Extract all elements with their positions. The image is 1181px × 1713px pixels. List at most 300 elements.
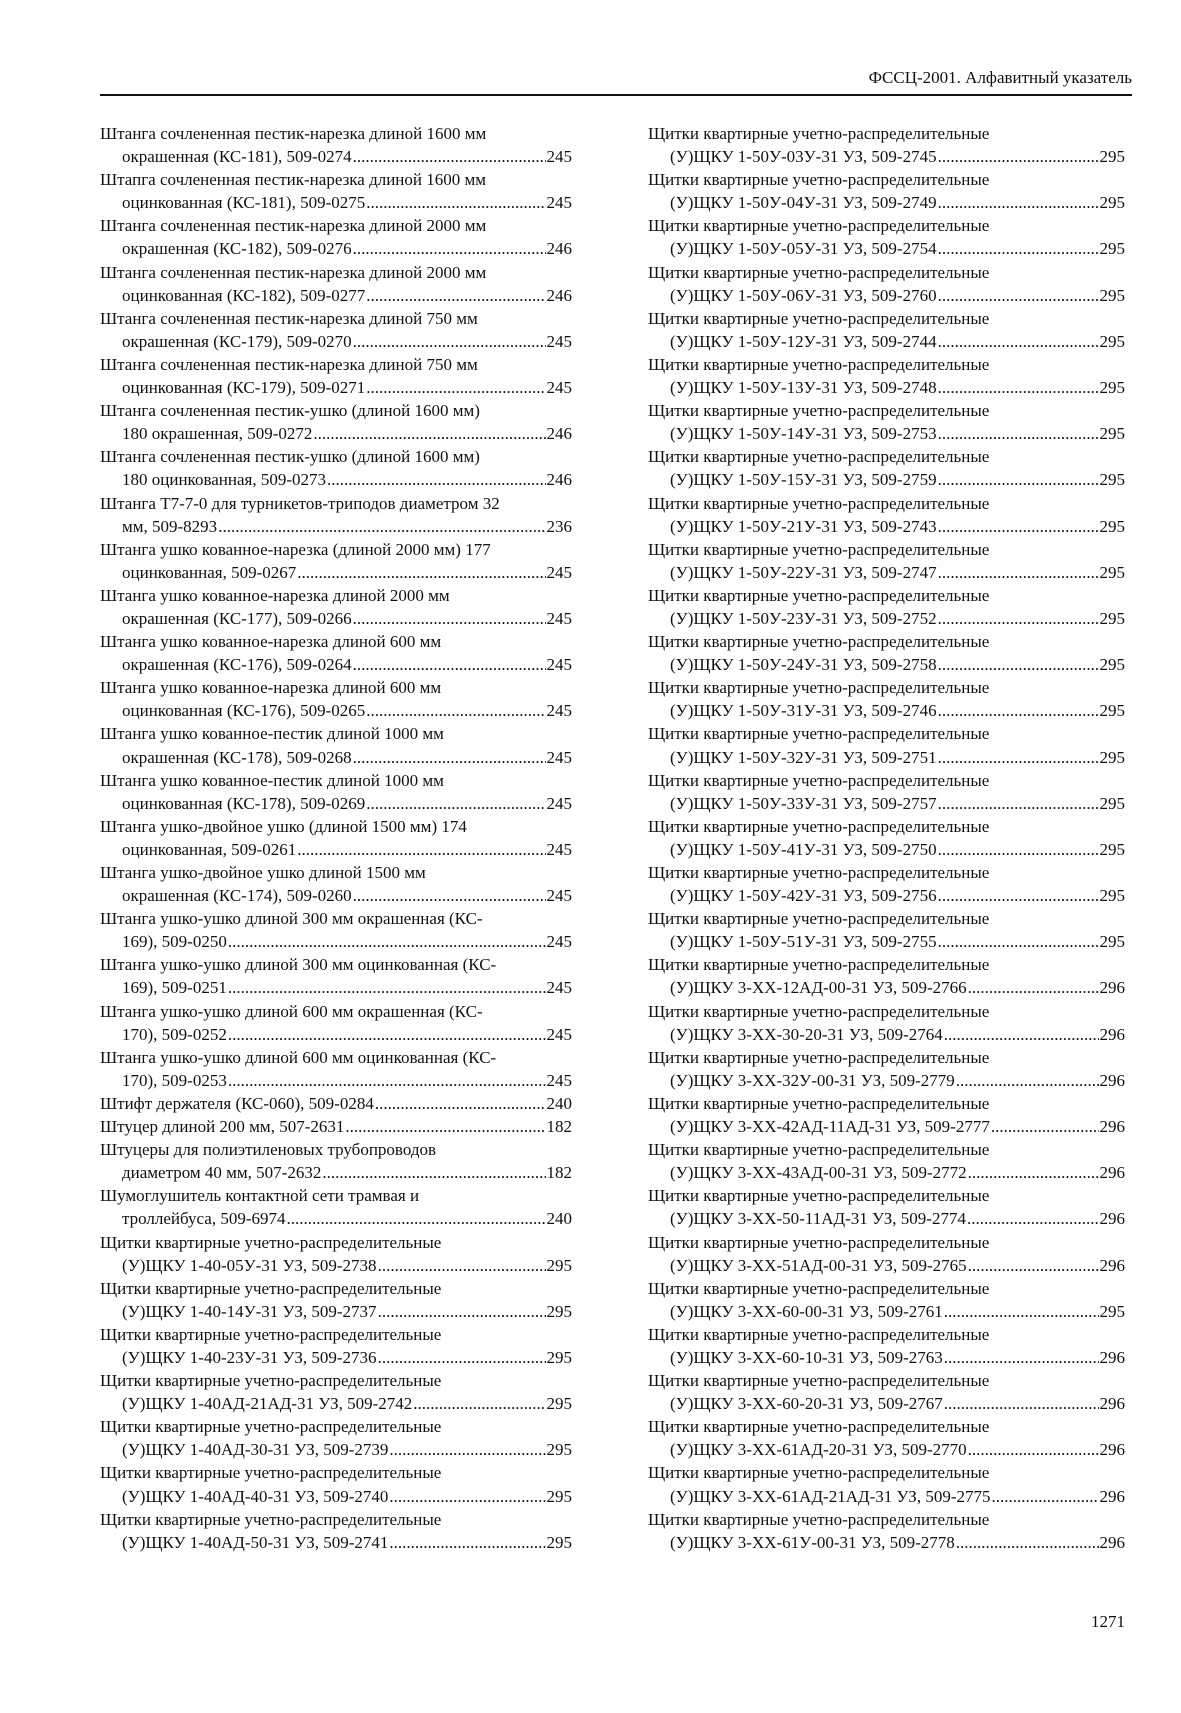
entry-title: Щитки квартирные учетно-распределительные <box>648 539 990 559</box>
entry-page-number: 295 <box>1099 562 1125 582</box>
entry-detail-line <box>648 468 1125 491</box>
dot-leader <box>938 699 1099 722</box>
entry-title: Щитки квартирные учетно-распределительные <box>648 770 990 790</box>
index-entry <box>100 1415 572 1461</box>
entry-page-number: 246 <box>546 424 572 444</box>
entry-page-number: 295 <box>1099 331 1125 351</box>
entry-detail-line <box>100 838 572 861</box>
index-entry <box>100 722 572 768</box>
dot-leader <box>968 1254 1099 1277</box>
entry-page-number: 295 <box>1099 608 1125 628</box>
dot-leader <box>991 1485 1098 1508</box>
entry-page-number: 245 <box>546 886 572 906</box>
dot-leader <box>228 930 546 953</box>
entry-page-number: 245 <box>546 839 572 859</box>
index-entry <box>100 1323 572 1369</box>
entry-title: Штанга ушко кованное-пестик длиной 1000 мм <box>100 724 444 744</box>
index-entry <box>100 630 572 676</box>
entry-detail: оцинкованная, 509-0267 <box>122 562 297 582</box>
index-entry <box>648 907 1125 953</box>
dot-leader <box>366 699 545 722</box>
dot-leader <box>938 884 1099 907</box>
entry-detail-line <box>648 1485 1125 1508</box>
entry-title: Щитки квартирные учетно-распределительные <box>648 863 990 882</box>
entry-detail: (У)ЩКУ 1-40АД-21АД-31 УЗ, 509-2742 <box>122 1394 413 1414</box>
entry-page-number: 296 <box>1099 1255 1125 1275</box>
entry-title: Щитки квартирные учетно-распределительные <box>648 816 990 836</box>
dot-leader <box>938 422 1099 445</box>
entry-title: Штанга сочлененная пестик-ушко (длиной 1600 мм) <box>100 447 480 467</box>
entry-page-number: 245 <box>546 562 572 582</box>
entry-detail-line <box>648 1438 1125 1461</box>
index-entry <box>100 1231 572 1277</box>
entry-detail: оцинкованная (КС-179), 509-0271 <box>122 378 366 398</box>
dot-leader <box>322 1161 545 1184</box>
entry-title: Щитки квартирные учетно-распределительные <box>648 401 990 421</box>
entry-detail: (У)ЩКУ 1-50У-15У-31 УЗ, 509-2759 <box>670 470 937 490</box>
index-entry <box>648 1138 1125 1184</box>
entry-title: Штанга ушко кованное-нарезка длиной 600 мм <box>100 678 442 698</box>
dot-leader <box>353 330 546 353</box>
entry-title: Штанга ушко-ушко длиной 600 мм окрашенная (КС- <box>100 1001 483 1021</box>
index-entry <box>100 953 572 999</box>
entry-page-number: 295 <box>1099 1301 1125 1321</box>
dot-leader <box>366 191 545 214</box>
entry-page-number: 295 <box>1099 516 1125 536</box>
index-column-left <box>100 122 572 1554</box>
entry-title: Щитки квартирные учетно-распределительные <box>648 1232 990 1252</box>
dot-leader <box>938 191 1099 214</box>
dot-leader <box>968 976 1099 999</box>
entry-page-number: 295 <box>1099 147 1125 167</box>
entry-page-number: 296 <box>1099 1347 1125 1367</box>
entry-detail-line <box>100 653 572 676</box>
entry-detail: (У)ЩКУ 3-ХХ-51АД-00-31 УЗ, 509-2765 <box>670 1255 967 1275</box>
entry-detail: оцинкованная (КС-182), 509-0277 <box>122 285 366 305</box>
dot-leader <box>313 422 545 445</box>
entry-title: Щитки квартирные учетно-распределительные <box>648 678 990 698</box>
entry-detail: (У)ЩКУ 3-ХХ-32У-00-31 УЗ, 509-2779 <box>670 1070 955 1090</box>
page-number: 1271 <box>1091 1612 1125 1631</box>
entry-detail-line <box>100 792 572 815</box>
entry-title: Щитки квартирные учетно-распределительные <box>648 354 990 374</box>
entry-detail-line <box>648 884 1125 907</box>
entry-title: Щитки квартирные учетно-распределительные <box>648 632 990 652</box>
entry-title: Щитки квартирные учетно-распределительные <box>648 1371 990 1391</box>
entry-detail: 180 окрашенная, 509-0272 <box>122 424 313 444</box>
entry-detail: (У)ЩКУ 3-ХХ-61АД-20-31 УЗ, 509-2770 <box>670 1440 967 1460</box>
dot-leader <box>944 1346 1099 1369</box>
entry-detail: (У)ЩКУ 1-50У-14У-31 УЗ, 509-2753 <box>670 424 937 444</box>
index-entry <box>100 1184 572 1230</box>
dot-leader <box>938 284 1099 307</box>
index-entry <box>100 1000 572 1046</box>
dot-leader <box>353 653 546 676</box>
entry-title: Щитки квартирные учетно-распределительные <box>100 1509 442 1529</box>
entry-page-number: 240 <box>546 1093 572 1113</box>
index-entry <box>648 445 1125 491</box>
index-entry <box>648 1369 1125 1415</box>
entry-title: Щитки квартирные учетно-распределительные <box>100 1463 442 1483</box>
entry-detail-line <box>648 1161 1125 1184</box>
entry-page-number: 182 <box>546 1163 572 1183</box>
index-entry <box>648 399 1125 445</box>
entry-detail: (У)ЩКУ 1-50У-33У-31 УЗ, 509-2757 <box>670 793 937 813</box>
page-header <box>100 62 1132 96</box>
entry-page-number: 245 <box>546 655 572 675</box>
entry-detail: троллейбуса, 509-6974 <box>122 1209 286 1229</box>
entry-detail-line <box>100 1531 572 1554</box>
entry-title: Штанга сочлененная пестик-нарезка длиной 2000 мм <box>100 262 487 282</box>
entry-detail: 169), 509-0250 <box>122 932 227 952</box>
entry-detail-line <box>648 1346 1125 1369</box>
index-entry <box>648 676 1125 722</box>
entry-detail-line <box>648 145 1125 168</box>
dot-leader <box>938 330 1099 353</box>
index-entry <box>100 214 572 260</box>
entry-detail-line <box>648 1300 1125 1323</box>
entry-detail-line <box>648 930 1125 953</box>
entry-detail: оцинкованная (КС-181), 509-0275 <box>122 193 366 213</box>
entry-detail: (У)ЩКУ 1-50У-31У-31 УЗ, 509-2746 <box>670 701 937 721</box>
index-entry <box>648 1508 1125 1554</box>
dot-leader <box>938 468 1099 491</box>
entry-detail-line <box>648 746 1125 769</box>
entry-detail: (У)ЩКУ 1-50У-03У-31 УЗ, 509-2745 <box>670 147 937 167</box>
entry-title: Щитки квартирные учетно-распределительные <box>648 216 990 236</box>
entry-page-number: 296 <box>1099 1024 1125 1044</box>
entry-detail-line <box>100 515 572 538</box>
dot-leader <box>366 376 545 399</box>
index-entry <box>100 861 572 907</box>
dot-leader <box>938 376 1099 399</box>
entry-detail: (У)ЩКУ 1-40АД-30-31 УЗ, 509-2739 <box>122 1440 389 1460</box>
entry-detail: (У)ЩКУ 1-50У-12У-31 УЗ, 509-2744 <box>670 331 937 351</box>
entry-detail: окрашенная (КС-181), 509-0274 <box>122 147 352 167</box>
entry-page-number: 295 <box>1099 655 1125 675</box>
entry-detail-line <box>100 1092 572 1115</box>
entry-page-number: 245 <box>546 1024 572 1044</box>
dot-leader <box>991 1115 1099 1138</box>
entry-detail-line <box>100 237 572 260</box>
index-entry <box>100 769 572 815</box>
dot-leader <box>944 1023 1099 1046</box>
index-entry <box>648 214 1125 260</box>
entry-page-number: 245 <box>546 331 572 351</box>
entry-page-number: 295 <box>546 1440 572 1460</box>
dot-leader <box>353 237 546 260</box>
index-entry <box>648 722 1125 768</box>
running-title: ФССЦ-2001. Алфавитный указатель <box>868 68 1132 87</box>
entry-title: Штанга ушко-двойное ушко длиной 1500 мм <box>100 863 426 882</box>
entry-title: Щитки квартирные учетно-распределительные <box>648 1047 990 1067</box>
entry-detail: окрашенная (КС-178), 509-0268 <box>122 747 352 767</box>
entry-detail: (У)ЩКУ 1-40-05У-31 УЗ, 509-2738 <box>122 1255 377 1275</box>
entry-detail: (У)ЩКУ 1-40АД-40-31 УЗ, 509-2740 <box>122 1486 389 1506</box>
entry-title: Штуцеры для полиэтиленовых трубопроводов <box>100 1140 437 1160</box>
dot-leader <box>956 1069 1099 1092</box>
entry-detail: окрашенная (КС-179), 509-0270 <box>122 331 352 351</box>
dot-leader <box>366 284 545 307</box>
entry-title: Щитки квартирные учетно-распределительные <box>100 1324 442 1344</box>
entry-page-number: 245 <box>546 932 572 952</box>
dot-leader <box>389 1531 545 1554</box>
dot-leader <box>938 561 1099 584</box>
dot-leader <box>938 930 1099 953</box>
index-entry <box>648 538 1125 584</box>
entry-title: Штанга ушко-двойное ушко (длиной 1500 мм) 174 <box>100 816 467 836</box>
index-entry <box>648 307 1125 353</box>
entry-detail-line <box>100 1069 572 1092</box>
entry-detail-line <box>648 422 1125 445</box>
entry-detail: (У)ЩКУ 3-ХХ-50-11АД-31 УЗ, 509-2774 <box>670 1209 966 1229</box>
entry-detail: 180 оцинкованная, 509-0273 <box>122 470 327 490</box>
index-entry <box>100 676 572 722</box>
dot-leader <box>938 607 1099 630</box>
dot-leader <box>938 792 1099 815</box>
index-entry <box>100 907 572 953</box>
index-entry <box>648 1231 1125 1277</box>
entry-page-number: 295 <box>1099 239 1125 259</box>
entry-detail: (У)ЩКУ 1-50У-13У-31 УЗ, 509-2748 <box>670 378 937 398</box>
index-entry <box>100 399 572 445</box>
entry-page-number: 245 <box>546 1070 572 1090</box>
entry-page-number: 182 <box>546 1117 572 1137</box>
entry-detail: (У)ЩКУ 3-ХХ-61АД-21АД-31 УЗ, 509-2775 <box>670 1486 991 1506</box>
entry-title: Щитки квартирные учетно-распределительные <box>648 955 990 975</box>
index-entry <box>100 815 572 861</box>
entry-detail-line <box>100 422 572 445</box>
entry-detail: Штифт держателя (КС-060), 509-0284 <box>100 1093 374 1113</box>
entry-detail-line <box>100 1115 572 1138</box>
index-entry <box>648 1415 1125 1461</box>
entry-detail: оцинкованная, 509-0261 <box>122 839 297 859</box>
entry-detail: мм, 509-8293 <box>122 516 218 536</box>
entry-page-number: 295 <box>546 1347 572 1367</box>
entry-detail: (У)ЩКУ 3-ХХ-60-10-31 УЗ, 509-2763 <box>670 1347 943 1367</box>
entry-title: Щитки квартирные учетно-распределительные <box>648 262 990 282</box>
index-entry <box>100 1508 572 1554</box>
entry-detail-line <box>100 1207 572 1230</box>
entry-detail-line <box>648 515 1125 538</box>
index-entry <box>648 953 1125 999</box>
entry-title: Штанга ушко-ушко длиной 300 мм оцинкованная (КС- <box>100 955 497 975</box>
entry-page-number: 245 <box>546 701 572 721</box>
entry-page-number: 295 <box>546 1255 572 1275</box>
index-entry <box>100 353 572 399</box>
index-entry <box>648 492 1125 538</box>
entry-detail-line <box>648 699 1125 722</box>
entry-title: Штанга сочлененная пестик-нарезка длиной 1600 мм <box>100 124 487 143</box>
index-entry <box>100 1046 572 1092</box>
entry-title: Штанга сочлененная пестик-нарезка длиной 2000 мм <box>100 216 487 236</box>
dot-leader <box>956 1531 1099 1554</box>
index-entry <box>100 122 572 168</box>
entry-page-number: 296 <box>1099 978 1125 998</box>
entry-detail: (У)ЩКУ 1-50У-42У-31 УЗ, 509-2756 <box>670 886 937 906</box>
entry-detail: окрашенная (КС-174), 509-0260 <box>122 886 352 906</box>
entry-title: Щитки квартирные учетно-распределительные <box>648 1463 990 1483</box>
entry-title: Щитки квартирные учетно-распределительные <box>648 308 990 328</box>
entry-detail-line <box>648 1531 1125 1554</box>
entry-detail-line <box>100 1438 572 1461</box>
entry-detail: (У)ЩКУ 1-50У-05У-31 УЗ, 509-2754 <box>670 239 937 259</box>
entry-title: Щитки квартирные учетно-распределительные <box>100 1278 442 1298</box>
entry-detail: (У)ЩКУ 3-ХХ-30-20-31 УЗ, 509-2764 <box>670 1024 943 1044</box>
entry-detail: оцинкованная (КС-178), 509-0269 <box>122 793 366 813</box>
index-entry <box>648 584 1125 630</box>
entry-page-number: 295 <box>1099 285 1125 305</box>
entry-title: Штапга сочлененная пестик-нарезка длиной 1600 мм <box>100 170 487 190</box>
entry-title: Штанга ушко кованное-нарезка длиной 2000 мм <box>100 585 450 605</box>
entry-title: Щитки квартирные учетно-распределительные <box>648 1140 990 1160</box>
entry-title: Штанга Т7-7-0 для турникетов-триподов диаметром 32 <box>100 493 500 513</box>
entry-page-number: 245 <box>546 978 572 998</box>
entry-detail-line <box>648 284 1125 307</box>
entry-detail-line <box>100 1023 572 1046</box>
entry-page-number: 295 <box>1099 378 1125 398</box>
dot-leader <box>938 237 1099 260</box>
entry-page-number: 245 <box>546 378 572 398</box>
index-entry <box>648 861 1125 907</box>
entry-page-number: 295 <box>1099 470 1125 490</box>
dot-leader <box>286 1207 545 1230</box>
entry-detail: (У)ЩКУ 1-40-14У-31 УЗ, 509-2737 <box>122 1301 377 1321</box>
index-column-right <box>648 122 1125 1554</box>
dot-leader <box>366 792 545 815</box>
dot-leader <box>968 1161 1099 1184</box>
entry-page-number: 245 <box>546 747 572 767</box>
entry-detail: (У)ЩКУ 1-50У-22У-31 УЗ, 509-2747 <box>670 562 937 582</box>
entry-page-number: 296 <box>1099 1532 1125 1552</box>
entry-detail-line <box>648 1254 1125 1277</box>
entry-title: Штанга ушко-ушко длиной 300 мм окрашенная (КС- <box>100 909 483 929</box>
index-entry <box>648 1000 1125 1046</box>
entry-detail: (У)ЩКУ 1-50У-32У-31 УЗ, 509-2751 <box>670 747 937 767</box>
dot-leader <box>353 884 546 907</box>
entry-title: Щитки квартирные учетно-распределительные <box>648 1417 990 1437</box>
entry-page-number: 245 <box>546 193 572 213</box>
index-entry <box>100 1277 572 1323</box>
entry-title: Штанга сочлененная пестик-нарезка длиной 750 мм <box>100 308 478 328</box>
entry-detail-line <box>100 1254 572 1277</box>
dot-leader <box>353 145 546 168</box>
entry-detail: 170), 509-0252 <box>122 1024 227 1044</box>
index-entry <box>100 445 572 491</box>
entry-detail-line <box>648 1392 1125 1415</box>
entry-page-number: 295 <box>1099 193 1125 213</box>
entry-page-number: 296 <box>1099 1209 1125 1229</box>
entry-detail: 170), 509-0253 <box>122 1070 227 1090</box>
entry-title: Щитки квартирные учетно-распределительные <box>648 585 990 605</box>
dot-leader <box>345 1115 545 1138</box>
entry-title: Щитки квартирные учетно-распределительные <box>648 447 990 467</box>
entry-detail: (У)ЩКУ 1-50У-24У-31 УЗ, 509-2758 <box>670 655 937 675</box>
dot-leader <box>353 607 546 630</box>
entry-detail-line <box>648 653 1125 676</box>
index-entry <box>648 815 1125 861</box>
entry-title: Шумоглушитель контактной сети трамвая и <box>100 1186 420 1206</box>
entry-title: Щитки квартирные учетно-распределительные <box>648 1324 990 1344</box>
entry-detail-line <box>648 1023 1125 1046</box>
entry-detail-line <box>648 561 1125 584</box>
index-entry <box>100 1461 572 1507</box>
index-entry <box>100 1369 572 1415</box>
entry-detail: 169), 509-0251 <box>122 978 227 998</box>
entry-page-number: 295 <box>1099 932 1125 952</box>
entry-detail-line <box>648 191 1125 214</box>
entry-page-number: 295 <box>1099 886 1125 906</box>
entry-page-number: 296 <box>1099 1070 1125 1090</box>
index-entry <box>100 1115 572 1138</box>
entry-title: Щитки квартирные учетно-распределительные <box>648 1186 990 1206</box>
entry-page-number: 246 <box>546 285 572 305</box>
index-entry <box>648 630 1125 676</box>
entry-detail-line <box>100 1392 572 1415</box>
entry-detail-line <box>648 838 1125 861</box>
dot-leader <box>375 1092 546 1115</box>
entry-detail: окрашенная (КС-177), 509-0266 <box>122 608 352 628</box>
entry-detail: (У)ЩКУ 1-40-23У-31 УЗ, 509-2736 <box>122 1347 377 1367</box>
entry-detail-line <box>648 376 1125 399</box>
dot-leader <box>228 1023 546 1046</box>
entry-title: Щитки квартирные учетно-распределительные <box>100 1232 442 1252</box>
index-entry <box>648 1461 1125 1507</box>
entry-title: Щитки квартирные учетно-распределительные <box>648 170 990 190</box>
entry-page-number: 296 <box>1099 1394 1125 1414</box>
index-entry <box>648 168 1125 214</box>
entry-page-number: 295 <box>1099 839 1125 859</box>
entry-page-number: 296 <box>1099 1117 1125 1137</box>
index-entry <box>648 1323 1125 1369</box>
entry-page-number: 295 <box>546 1532 572 1552</box>
entry-detail-line <box>100 376 572 399</box>
entry-detail-line <box>648 1115 1125 1138</box>
entry-detail-line <box>100 976 572 999</box>
entry-detail: (У)ЩКУ 3-ХХ-60-20-31 УЗ, 509-2767 <box>670 1394 943 1414</box>
dot-leader <box>378 1346 546 1369</box>
entry-detail: (У)ЩКУ 1-50У-41У-31 УЗ, 509-2750 <box>670 839 937 859</box>
entry-page-number: 296 <box>1099 1486 1125 1506</box>
index-entry <box>648 353 1125 399</box>
dot-leader <box>944 1392 1099 1415</box>
entry-detail-line <box>100 1300 572 1323</box>
entry-title: Щитки квартирные учетно-распределительные <box>648 1001 990 1021</box>
entry-detail-line <box>100 1161 572 1184</box>
dot-leader <box>938 838 1099 861</box>
entry-detail: диаметром 40 мм, 507-2632 <box>122 1163 322 1183</box>
entry-detail-line <box>100 284 572 307</box>
dot-leader <box>938 515 1099 538</box>
index-entry <box>648 261 1125 307</box>
dot-leader <box>297 838 545 861</box>
entry-detail-line <box>100 191 572 214</box>
entry-page-number: 295 <box>1099 701 1125 721</box>
entry-detail: (У)ЩКУ 3-ХХ-42АД-11АД-31 УЗ, 509-2777 <box>670 1117 990 1137</box>
entry-detail-line <box>648 330 1125 353</box>
entry-title: Штанга сочлененная пестик-ушко (длиной 1600 мм) <box>100 401 480 421</box>
entry-page-number: 245 <box>546 147 572 167</box>
dot-leader <box>218 515 545 538</box>
entry-detail-line <box>648 976 1125 999</box>
entry-detail-line <box>100 1346 572 1369</box>
entry-title: Штанга сочлененная пестик-нарезка длиной 750 мм <box>100 354 478 374</box>
entry-detail: (У)ЩКУ 1-50У-51У-31 УЗ, 509-2755 <box>670 932 937 952</box>
entry-detail: (У)ЩКУ 1-50У-21У-31 УЗ, 509-2743 <box>670 516 937 536</box>
entry-detail: (У)ЩКУ 3-ХХ-43АД-00-31 УЗ, 509-2772 <box>670 1163 967 1183</box>
entry-detail-line <box>100 330 572 353</box>
entry-title: Щитки квартирные учетно-распределительные <box>100 1371 442 1391</box>
